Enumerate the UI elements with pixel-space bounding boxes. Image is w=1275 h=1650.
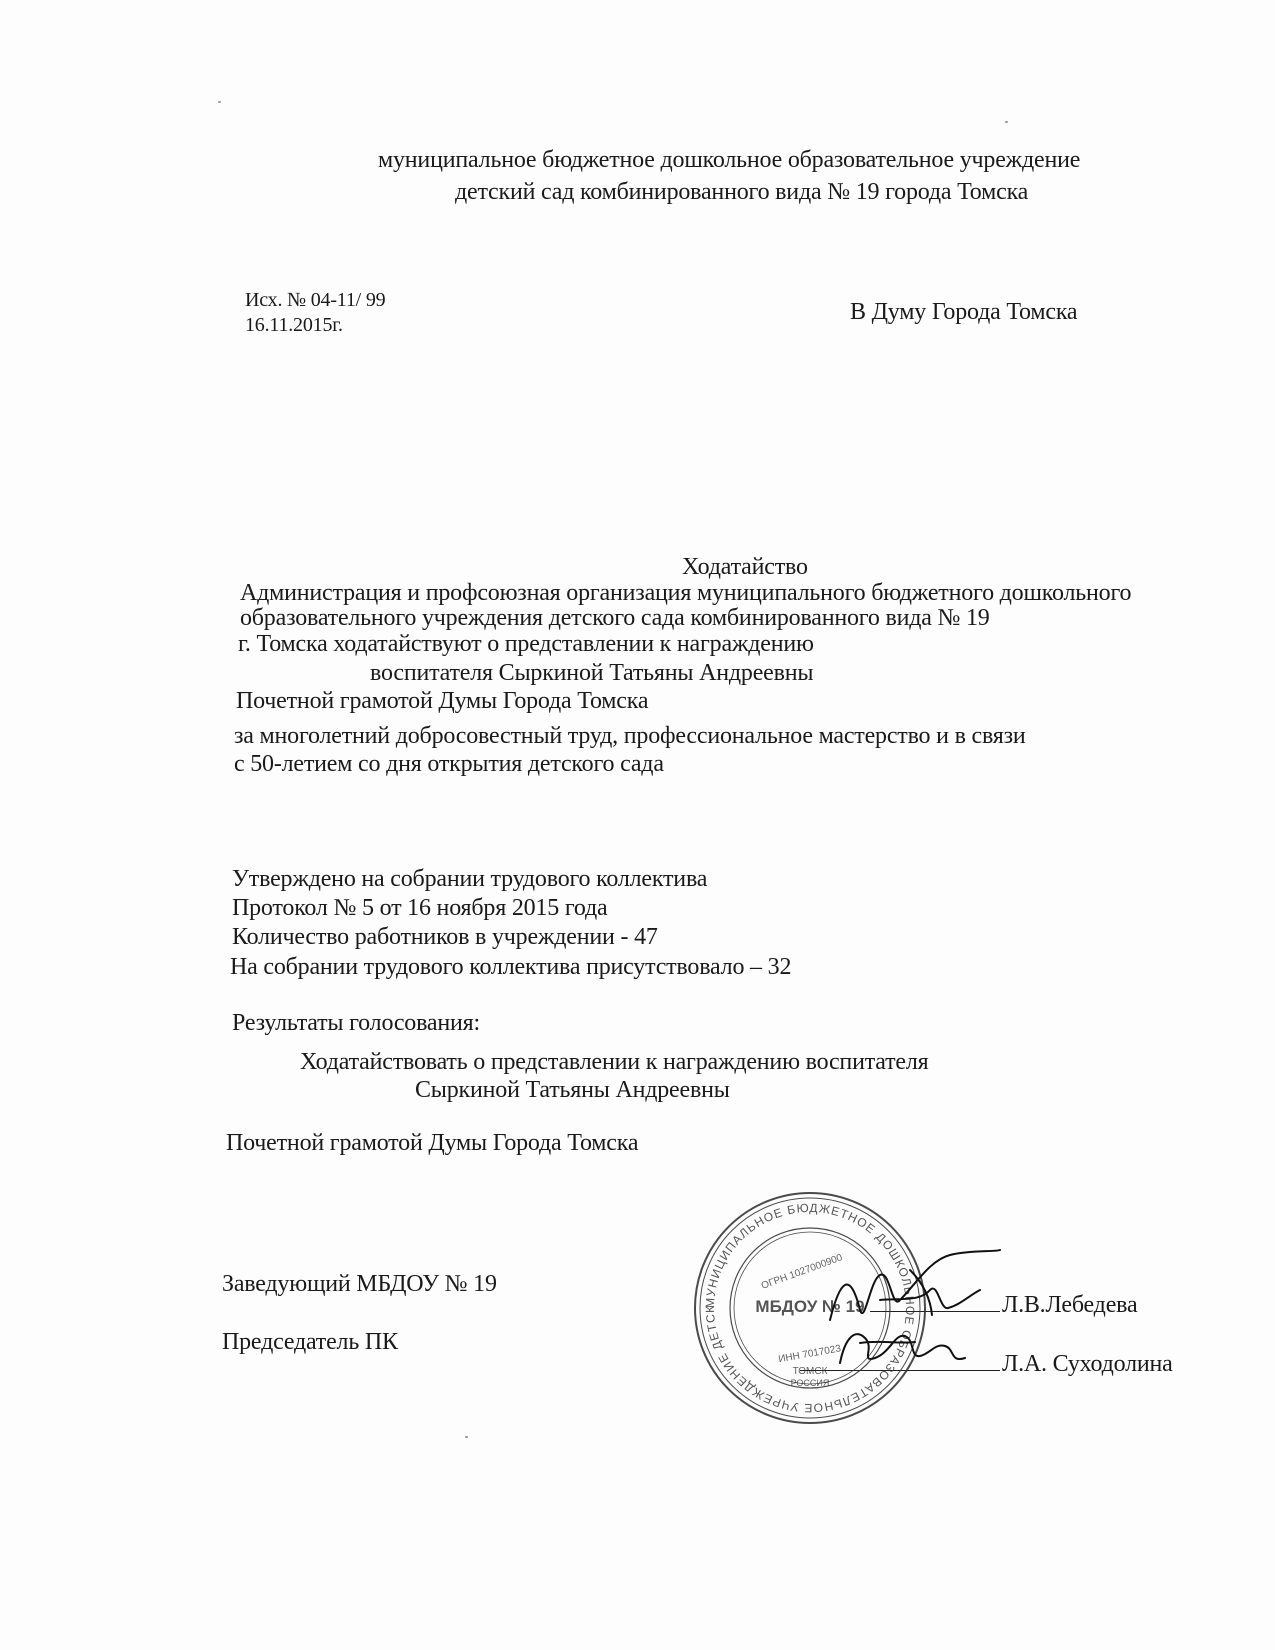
- body-line: Почетной грамотой Думы Города Томска: [236, 688, 649, 714]
- body-line: с 50-летием со дня открытия детского сада: [234, 751, 664, 777]
- meeting-approved: Утверждено на собрании трудового коллектива: [232, 866, 708, 892]
- head-name: Л.В.Лебедева: [1002, 1292, 1138, 1318]
- stamp-center-text: МБДОУ № 19: [755, 1297, 865, 1316]
- scan-speck: [1005, 121, 1008, 123]
- meeting-protocol: Протокол № 5 от 16 ноября 2015 года: [232, 895, 608, 921]
- document-title: Ходатайство: [682, 554, 808, 580]
- head-title: Заведующий МБДОУ № 19: [222, 1271, 497, 1297]
- chair-name: Л.А. Суходолина: [1002, 1351, 1173, 1377]
- addressee: В Думу Города Томска: [850, 299, 1078, 325]
- scan-speck: [218, 101, 221, 103]
- voting-line: Сыркиной Татьяны Андреевны: [415, 1077, 730, 1103]
- voting-line: Ходатайствовать о представлении к награждению воспитателя: [300, 1049, 929, 1075]
- stamp-ogrn: ОГРН 1027000900: [759, 1252, 845, 1292]
- chair-signature: [820, 1318, 980, 1378]
- voting-results-label: Результаты голосования:: [232, 1010, 480, 1036]
- org-name-line1: муниципальное бюджетное дошкольное образовательное учреждение: [378, 147, 1081, 173]
- document-date: 16.11.2015г.: [245, 314, 343, 336]
- stamp-country: РОССИЯ: [790, 1378, 830, 1388]
- body-line: Администрация и профсоюзная организация муниципального бюджетного дошкольного: [240, 580, 1132, 606]
- body-line: воспитателя Сыркиной Татьяны Андреевны: [370, 660, 814, 686]
- present-count: На собрании трудового коллектива присутствовало – 32: [230, 954, 792, 980]
- org-name-line2: детский сад комбинированного вида № 19 города Томска: [455, 179, 1029, 205]
- scan-speck: [465, 1436, 468, 1438]
- staff-count: Количество работников в учреждении - 47: [232, 924, 658, 950]
- voting-line: Почетной грамотой Думы Города Томска: [226, 1130, 639, 1156]
- stamp-outer-text: МУНИЦИПАЛЬНОЕ БЮДЖЕТНОЕ ДОШКОЛЬНОЕ ОБРАЗОВАТЕЛЬНОЕ УЧРЕЖДЕНИЕ ДЕТСКИЙ САД КОМБИНИРОВАННОГО ВИДА: [684, 1177, 918, 1416]
- outgoing-ref-number: Исх. № 04-11/ 99: [245, 289, 386, 311]
- stamp-inn: ИНН 7017023: [777, 1343, 842, 1366]
- body-line: за многолетний добросовестный труд, профессиональное мастерство и в связи: [234, 723, 1026, 749]
- chair-title: Председатель ПК: [222, 1329, 398, 1355]
- body-line: г. Томска ходатайствуют о представлении к награждению: [238, 631, 814, 657]
- body-line: образовательного учреждения детского сада комбинированного вида № 19: [240, 605, 990, 631]
- stamp-city: ТОМСК: [792, 1366, 828, 1377]
